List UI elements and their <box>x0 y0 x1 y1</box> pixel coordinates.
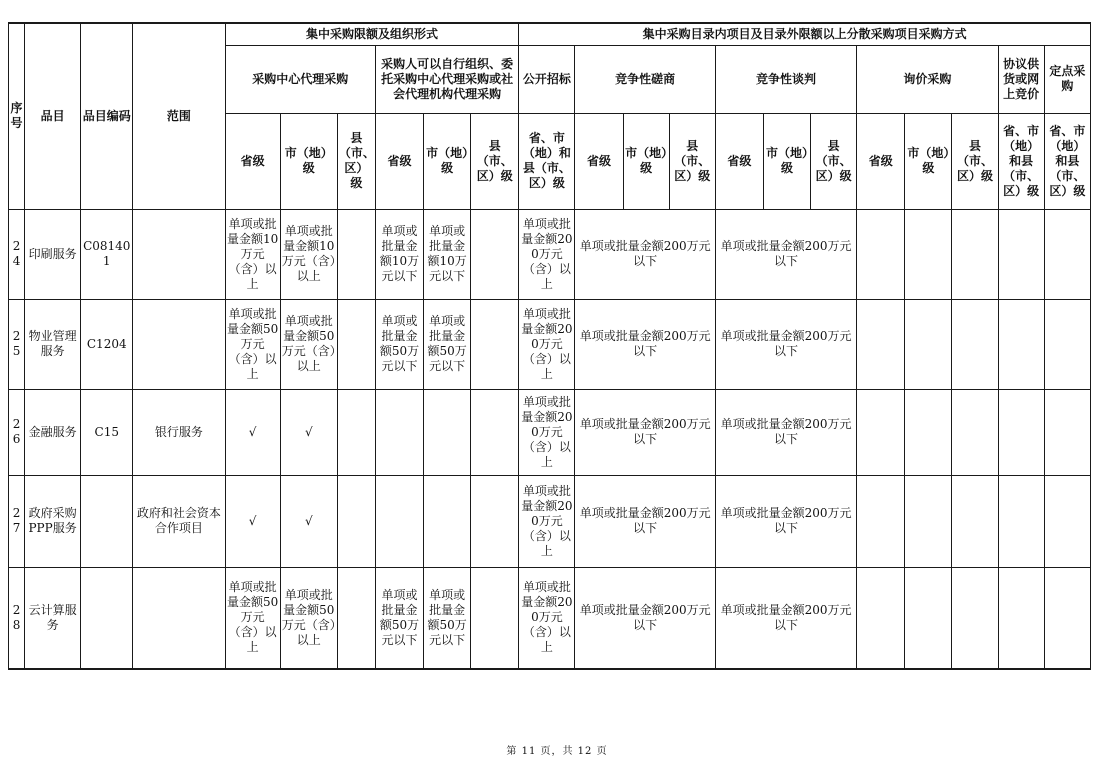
header-inquiry-city: 市（地）级 <box>905 113 952 209</box>
cell-self-county <box>471 209 519 299</box>
cell-self-city: 单项或批量金额10万元以下 <box>424 209 471 299</box>
cell-designated <box>1044 475 1090 567</box>
row-item: 物业管理服务 <box>25 299 81 389</box>
cell-agency-city: 单项或批量金额10万元（含）以上 <box>280 209 337 299</box>
header-code: 品目编码 <box>81 23 133 209</box>
cell-self-county <box>471 475 519 567</box>
cell-agency-county <box>337 209 375 299</box>
header-consult-province: 省级 <box>575 113 623 209</box>
row-scope <box>133 209 225 299</box>
row-seq: 28 <box>9 567 25 669</box>
cell-designated <box>1044 209 1090 299</box>
header-negotiate: 竞争性谈判 <box>715 45 856 113</box>
cell-open-tender: 单项或批量金额200万元（含）以上 <box>519 567 575 669</box>
cell-inquiry-province <box>857 209 905 299</box>
cell-agreement <box>998 299 1044 389</box>
cell-inquiry-county <box>952 475 998 567</box>
table-row <box>9 299 1091 389</box>
cell-agency-county <box>337 475 375 567</box>
cell-consult: 单项或批量金额200万元以下 <box>575 299 715 389</box>
row-seq: 25 <box>9 299 25 389</box>
cell-self-city: 单项或批量金额50万元以下 <box>424 567 471 669</box>
header-self-county: 县（市、区）级 <box>471 113 519 209</box>
cell-negotiate: 单项或批量金额200万元以下 <box>715 299 856 389</box>
cell-agency-province: 单项或批量金额50万元（含）以上 <box>225 567 280 669</box>
header-open-levels: 省、市（地）和县（市、区）级 <box>519 113 575 209</box>
cell-agency-city: 单项或批量金额50万元（含）以上 <box>280 567 337 669</box>
cell-self-county <box>471 299 519 389</box>
check-mark-agency-city: √ <box>280 389 337 475</box>
cell-open-tender: 单项或批量金额200万元（含）以上 <box>519 475 575 567</box>
row-scope: 银行服务 <box>133 389 225 475</box>
cell-agency-county <box>337 389 375 475</box>
header-self-province: 省级 <box>375 113 423 209</box>
cell-designated <box>1044 567 1090 669</box>
header-seq: 序号 <box>9 23 25 209</box>
cell-inquiry-city <box>905 567 952 669</box>
header-agreement: 协议供货或网上竞价 <box>998 45 1044 113</box>
cell-agreement <box>998 209 1044 299</box>
cell-self-province <box>375 389 423 475</box>
cell-self-city: 单项或批量金额50万元以下 <box>424 299 471 389</box>
table-row <box>9 209 1091 299</box>
check-mark-agency-province: √ <box>225 389 280 475</box>
cell-self-province: 单项或批量金额10万元以下 <box>375 209 423 299</box>
cell-agency-province: 单项或批量金额10万元（含）以上 <box>225 209 280 299</box>
cell-negotiate: 单项或批量金额200万元以下 <box>715 209 856 299</box>
cell-self-province: 单项或批量金额50万元以下 <box>375 567 423 669</box>
header-agreement-levels: 省、市（地）和县（市、区）级 <box>998 113 1044 209</box>
header-consult: 竞争性磋商 <box>575 45 715 113</box>
row-scope <box>133 567 225 669</box>
cell-self-city <box>424 389 471 475</box>
row-seq: 26 <box>9 389 25 475</box>
cell-agency-city: 单项或批量金额50万元（含）以上 <box>280 299 337 389</box>
cell-inquiry-county <box>952 299 998 389</box>
page-number: 第 11 页，共 12 页 <box>506 746 608 757</box>
header-decentral-group: 集中采购目录内项目及目录外限额以上分散采购项目采购方式 <box>519 23 1091 45</box>
cell-inquiry-city <box>905 389 952 475</box>
row-item: 政府采购PPP服务 <box>25 475 81 567</box>
cell-self-province: 单项或批量金额50万元以下 <box>375 299 423 389</box>
cell-inquiry-province <box>857 567 905 669</box>
cell-consult: 单项或批量金额200万元以下 <box>575 389 715 475</box>
header-negotiate-province: 省级 <box>715 113 763 209</box>
cell-inquiry-county <box>952 389 998 475</box>
table-row <box>9 389 1091 475</box>
cell-agreement <box>998 389 1044 475</box>
cell-negotiate: 单项或批量金额200万元以下 <box>715 475 856 567</box>
row-seq: 27 <box>9 475 25 567</box>
header-designated-levels: 省、市（地）和县（市、区）级 <box>1044 113 1090 209</box>
row-code <box>81 567 133 669</box>
cell-self-county <box>471 567 519 669</box>
header-open-tender: 公开招标 <box>519 45 575 113</box>
header-agency-county: 县（市、区）级 <box>337 113 375 209</box>
cell-open-tender: 单项或批量金额200万元（含）以上 <box>519 389 575 475</box>
header-designated: 定点采购 <box>1044 45 1090 113</box>
row-item: 金融服务 <box>25 389 81 475</box>
header-consult-city: 市（地）级 <box>623 113 669 209</box>
cell-agreement <box>998 567 1044 669</box>
cell-self-county <box>471 389 519 475</box>
cell-agency-county <box>337 299 375 389</box>
cell-inquiry-province <box>857 389 905 475</box>
row-code: C081401 <box>81 209 133 299</box>
row-code <box>81 475 133 567</box>
check-mark-agency-city: √ <box>280 475 337 567</box>
cell-inquiry-county <box>952 209 998 299</box>
cell-agency-county <box>337 567 375 669</box>
cell-inquiry-province <box>857 475 905 567</box>
cell-inquiry-city <box>905 209 952 299</box>
header-self-city: 市（地）级 <box>424 113 471 209</box>
row-scope: 政府和社会资本合作项目 <box>133 475 225 567</box>
header-negotiate-county: 县（市、区）级 <box>811 113 857 209</box>
row-scope <box>133 299 225 389</box>
header-scope: 范围 <box>133 23 225 209</box>
cell-agency-province: 单项或批量金额50万元（含）以上 <box>225 299 280 389</box>
cell-consult: 单项或批量金额200万元以下 <box>575 567 715 669</box>
cell-consult: 单项或批量金额200万元以下 <box>575 475 715 567</box>
cell-negotiate: 单项或批量金额200万元以下 <box>715 567 856 669</box>
header-negotiate-city: 市（地）级 <box>763 113 810 209</box>
check-mark-agency-province: √ <box>225 475 280 567</box>
header-inquiry: 询价采购 <box>857 45 998 113</box>
cell-designated <box>1044 299 1090 389</box>
cell-open-tender: 单项或批量金额200万元（含）以上 <box>519 209 575 299</box>
table-row <box>9 475 1091 567</box>
header-central-group: 集中采购限额及组织形式 <box>225 23 519 45</box>
cell-self-province <box>375 475 423 567</box>
row-item: 云计算服务 <box>25 567 81 669</box>
cell-consult: 单项或批量金额200万元以下 <box>575 209 715 299</box>
header-self-org: 采购人可以自行组织、委托采购中心代理采购或社会代理机构代理采购 <box>375 45 518 113</box>
header-agency: 采购中心代理采购 <box>225 45 375 113</box>
row-code: C1204 <box>81 299 133 389</box>
cell-inquiry-province <box>857 299 905 389</box>
cell-negotiate: 单项或批量金额200万元以下 <box>715 389 856 475</box>
header-inquiry-province: 省级 <box>857 113 905 209</box>
row-code: C15 <box>81 389 133 475</box>
procurement-table <box>8 22 1091 670</box>
cell-agreement <box>998 475 1044 567</box>
header-agency-province: 省级 <box>225 113 280 209</box>
header-inquiry-county: 县（市、区）级 <box>952 113 998 209</box>
header-agency-city: 市（地）级 <box>280 113 337 209</box>
row-item: 印刷服务 <box>25 209 81 299</box>
header-item: 品目 <box>25 23 81 209</box>
cell-inquiry-city <box>905 299 952 389</box>
cell-inquiry-city <box>905 475 952 567</box>
cell-inquiry-county <box>952 567 998 669</box>
cell-open-tender: 单项或批量金额200万元（含）以上 <box>519 299 575 389</box>
table-row <box>9 567 1091 669</box>
row-seq: 24 <box>9 209 25 299</box>
cell-self-city <box>424 475 471 567</box>
header-consult-county: 县（市、区）级 <box>669 113 715 209</box>
cell-designated <box>1044 389 1090 475</box>
